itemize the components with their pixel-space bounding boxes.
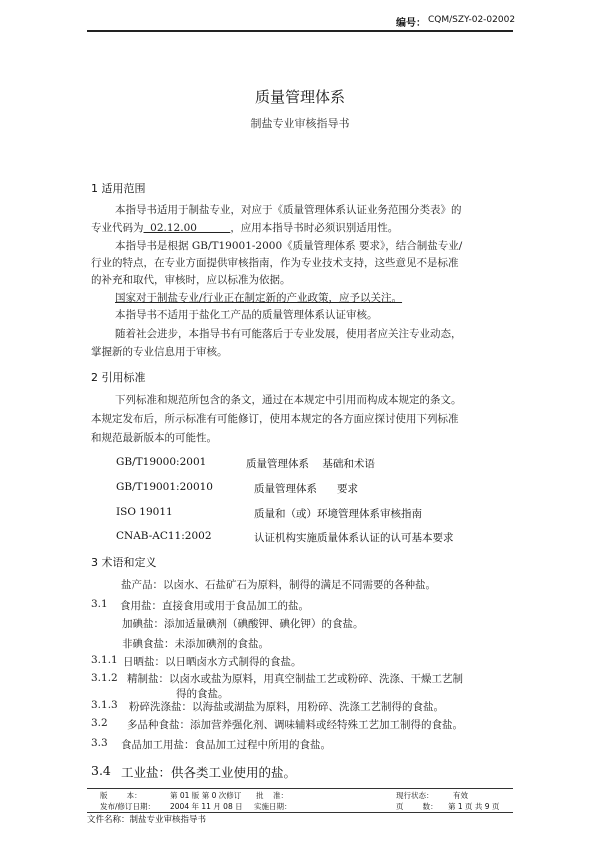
s2-p1-line1: 下列标准和规范所包含的条文，通过在本规定中引用而构成本规定的条文。: [115, 394, 462, 406]
standard-code: ISO 19011: [116, 506, 173, 518]
standard-name: 质量和（或）环境管理体系审核指南: [254, 508, 422, 520]
def-3-1-num: 3.1: [91, 598, 108, 610]
footer-edition-value: 第 01 版 第 0 次修订: [170, 791, 242, 800]
section-2-heading: 2 引用标准: [91, 371, 146, 384]
footer-filename: 文件名称：制盐专业审核指导书: [87, 815, 207, 825]
s1-p5-line1: 随着社会进步，本指导书有可能落后于专业发展，使用者应关注专业动态，: [115, 328, 462, 340]
def-3-2: 多品种食盐：添加营养强化剂、调味辅料或经特殊工艺加工制得的食盐。: [127, 719, 463, 731]
s2-p1-line3: 和规范最新版本的可能性。: [91, 432, 217, 444]
footer-status-value: 有效: [453, 791, 468, 800]
doc-number-label: 编号：: [396, 18, 426, 29]
s1-p3: 国家对于制盐专业/行业正在制定新的产业政策，应予以关注。: [115, 292, 403, 304]
standard-code: GB/T19000:2001: [116, 456, 207, 468]
def-3-1-3-num: 3.1.3: [91, 699, 118, 711]
footer-pages-value: 第 1 页 共 9 页: [448, 802, 500, 811]
def-3-1-1: 日晒盐：以日晒卤水方式制得的食盐。: [123, 656, 302, 668]
def-3-1-2-line1: 精制盐：以卤水或盐为原料，用真空制盐工艺或粉碎、洗涤、干燥工艺制: [127, 673, 463, 685]
standard-code: GB/T19001:20010: [116, 481, 213, 493]
footer-status-label: 现行状态：: [396, 791, 434, 800]
standard-code: CNAB-AC11:2002: [116, 530, 212, 542]
def-non-iodized: 非碘食盐：未添加碘剂的食盐。: [122, 638, 269, 650]
s1-p2-line3: 的补充和取代，审核时，应以标准为依据。: [91, 274, 291, 286]
def-3-1-2-num: 3.1.2: [91, 672, 118, 684]
footer-date-label: 发布/修订日期：: [100, 802, 156, 811]
def-iodized: 加碘盐：添加适量碘剂（碘酸钾、碘化钾）的食盐。: [122, 618, 364, 630]
profession-code: 02.12.00: [143, 222, 231, 234]
s1-p4: 本指导书不适用于盐化工产品的质量管理体系认证审核。: [115, 309, 378, 321]
footer-date-value: 2004 年 11 月 08 日: [170, 802, 243, 811]
def-3-3: 食品加工用盐：食品加工过程中所用的食盐。: [121, 739, 331, 751]
s1-p2-line1: 本指导书是根据 GB/T19001-2000《质量管理体系 要求》，结合制盐专业/: [115, 240, 463, 252]
footer-approve-label: 批 准：: [256, 791, 289, 800]
s1-p2-line2: 行业的特点，在专业方面提供审核指南，作为专业技术支持，这些意见不是标准: [91, 257, 459, 269]
footer-edition-label: 版 本：: [100, 791, 142, 800]
def-3-3-num: 3.3: [91, 737, 108, 749]
def-3-1-3: 粉碎洗涤盐：以海盐或湖盐为原料，用粉碎、洗涤工艺制得的食盐。: [129, 701, 444, 713]
footer-pages-label: 页 数：: [396, 802, 438, 811]
page-subtitle: 制盐专业审核指导书: [250, 117, 350, 130]
def-3-4: 工业盐：供各类工业使用的盐。: [121, 765, 297, 780]
s1-p5-line2: 掌握新的专业信息用于审核。: [91, 346, 228, 358]
footer-impl-label: 实施日期：: [254, 802, 292, 811]
header-rule: [87, 30, 513, 32]
section-3-heading: 3 术语和定义: [91, 556, 157, 569]
def-3-1-1-num: 3.1.1: [91, 654, 118, 666]
s2-p1-line2: 本规定发布后，所示标准有可能修订，使用本规定的各方面应探讨使用下列标准: [91, 413, 459, 425]
page-title: 质量管理体系: [254, 88, 345, 106]
section-1-heading: 1 适用范围: [91, 182, 146, 195]
footer-rule-top: [87, 788, 513, 789]
s1-p1-line1: 本指导书适用于制盐专业，对应于《质量管理体系认证业务范围分类表》的: [115, 204, 462, 216]
standard-name: 质量管理体系 要求: [254, 483, 359, 495]
standard-name: 认证机构实施质量体系认证的认可基本要求: [254, 532, 454, 544]
s1-p1-line2-a: 专业代码为: [91, 222, 144, 234]
def-3-4-num: 3.4: [91, 763, 111, 778]
doc-number-value: CQM/SZY-02-02002: [428, 15, 516, 25]
standard-name: 质量管理体系 基础和术语: [246, 458, 375, 470]
s1-p1-line2: [91, 220, 398, 235]
def-3-2-num: 3.2: [91, 717, 108, 729]
def-salt-product: 盐产品：以卤水、石盐矿石为原料，制得的满足不同需要的各种盐。: [121, 579, 436, 591]
s1-p1-line2-b: ，应用本指导书时必须识别适用性。: [230, 222, 399, 234]
def-3-1-2-line2: 得的食盐。: [176, 688, 229, 700]
def-3-1: 食用盐：直接食用或用于食品加工的盐。: [120, 600, 309, 612]
